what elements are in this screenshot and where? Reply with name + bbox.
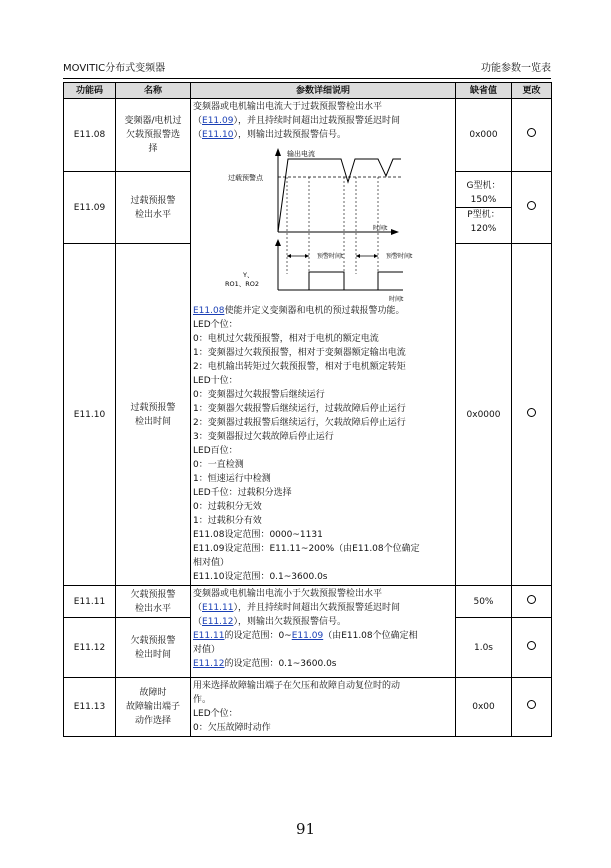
desc-line: （E11.11），并且持续时间超出欠载预报警延迟时间: [193, 603, 400, 613]
col-header-desc: 参数详细说明: [191, 83, 456, 99]
output-label-2: RO1、RO2: [225, 280, 260, 288]
circle-icon: [527, 641, 536, 650]
param-link[interactable]: E11.12: [202, 617, 234, 627]
col-header-default: 缺省值: [456, 83, 512, 99]
param-name-line: 检出水平: [134, 209, 171, 220]
param-link[interactable]: E11.12: [193, 659, 225, 669]
param-name-line: 变频器/电机过: [124, 116, 182, 126]
desc-line: （E11.10），则输出过载预报警信号。: [193, 130, 346, 140]
param-name-line: 检出时间: [134, 416, 171, 427]
desc-line: LED百位：: [193, 446, 238, 456]
desc-line: E11.08设定范围：0000~1131: [193, 530, 323, 540]
desc-line: （E11.09），并且持续时间超出过载预报警延迟时间: [193, 116, 400, 126]
desc-line: E11.10设定范围：0.1~3600.0s: [193, 572, 328, 582]
param-link[interactable]: E11.10: [202, 130, 234, 140]
param-name-line: 故障输出端子: [125, 702, 180, 712]
param-name-line: 欠载预报警选: [125, 130, 180, 140]
param-default: 0x000: [456, 99, 512, 172]
header-left: MOVITIC分布式变频器: [63, 63, 166, 74]
desc-line: （E11.12），则输出欠载预报警信号。: [193, 617, 346, 627]
table-header-row: [64, 83, 552, 99]
desc-list: [193, 304, 453, 584]
param-name-line: 过载预报警: [130, 195, 176, 206]
desc-line: 1：变频器欠载报警后继续运行，过载故障后停止运行: [193, 404, 406, 414]
param-desc: [191, 99, 456, 586]
circle-icon: [527, 595, 536, 604]
param-default: 1.0s: [456, 618, 512, 678]
param-name: [116, 99, 191, 172]
table-row: [64, 678, 552, 737]
param-code: E11.13: [64, 678, 116, 737]
desc-line: E11.09设定范围：E11.11~200%（由E11.08个位确定: [193, 544, 420, 554]
change-indicator: [512, 172, 552, 244]
desc-line: E11.12的设定范围：0.1~3600.0s: [193, 659, 337, 669]
param-link[interactable]: E11.11: [193, 631, 225, 641]
delay-label-1: 预警时间t: [317, 253, 344, 260]
table-row: [64, 586, 552, 618]
desc-line: 0：一直检测: [193, 460, 244, 470]
param-default: 0x00: [456, 678, 512, 737]
param-name: [116, 586, 191, 618]
param-name-line: 欠载预报警: [130, 635, 176, 646]
desc-line: 变频器或电机输出电流大于过载预报警检出水平: [193, 102, 383, 112]
desc-line: 用来选择故障输出端子在欠压和故障自动复位时的动: [193, 681, 401, 691]
desc-line: 变频器或电机输出电流小于欠载预报警检出水平: [193, 589, 383, 599]
header-right: 功能参数一览表: [481, 63, 551, 74]
circle-icon: [527, 700, 536, 709]
desc-line: LED个位：: [193, 709, 238, 719]
param-name-line: 择: [148, 144, 158, 154]
param-link[interactable]: E11.08: [193, 306, 225, 316]
col-header-name: 名称: [116, 83, 191, 99]
param-name-line: 故障时: [139, 688, 167, 698]
desc-line: 0：变频器过欠载报警后继续运行: [193, 390, 325, 400]
desc-line: E11.11的设定范围：0~E11.09（由E11.08个位确定相: [193, 631, 418, 641]
param-desc: [191, 586, 456, 678]
delay-label-2: 预警时间t: [386, 253, 413, 260]
desc-line: 2：变频器过载报警后继续运行，欠载故障后停止运行: [193, 418, 406, 428]
param-link[interactable]: E11.11: [202, 603, 234, 613]
overload-timing-diagram: [223, 144, 443, 304]
time-label-2: 时间t: [389, 296, 404, 303]
desc-line: 作。: [193, 695, 212, 705]
desc-line: 3：变频器报过欠载故障后停止运行: [193, 432, 334, 442]
param-default: 50%: [456, 586, 512, 618]
change-indicator: [512, 678, 552, 737]
parameter-table: [63, 82, 552, 737]
param-default: 0x0000: [456, 244, 512, 586]
change-indicator: [512, 618, 552, 678]
change-indicator: [512, 99, 552, 172]
desc-line: LED个位：: [193, 320, 238, 330]
col-header-code: 功能码: [64, 83, 116, 99]
param-name-line: 检出水平: [134, 603, 171, 614]
desc-line: 1：过载积分有效: [193, 516, 262, 526]
col-header-change: 更改: [512, 83, 552, 99]
circle-icon: [527, 201, 536, 210]
header-divider: [63, 78, 551, 79]
param-default: G型机： 150% P型机： 120%: [456, 172, 512, 244]
desc-line: 0：电机过欠载预报警，相对于电机的额定电流: [193, 334, 379, 344]
param-code: E11.11: [64, 586, 116, 618]
desc-line: 0：欠压故障时动作: [193, 723, 271, 733]
threshold-label: 过载预警点: [228, 174, 263, 182]
param-name-line: 动作选择: [134, 716, 171, 726]
circle-icon: [527, 128, 536, 137]
param-name-line: 检出时间: [134, 649, 171, 660]
output-label-1: Y、: [243, 271, 254, 279]
desc-line: LED千位：过载积分选择: [193, 488, 292, 498]
page-number: 91: [295, 820, 316, 838]
desc-line: 对值）: [193, 645, 221, 655]
param-name: [116, 678, 191, 737]
param-code: E11.10: [64, 244, 116, 586]
desc-line: 1：变频器过欠载预报警，相对于变频器额定输出电流: [193, 348, 406, 358]
desc-line: 1：恒速运行中检测: [193, 474, 271, 484]
param-name: [116, 244, 191, 586]
param-code: E11.12: [64, 618, 116, 678]
param-desc: [191, 678, 456, 737]
table-row: [64, 99, 552, 172]
desc-line: 相对值）: [193, 558, 230, 568]
param-name: [116, 618, 191, 678]
param-link[interactable]: E11.09: [202, 116, 234, 126]
param-code: E11.08: [64, 99, 116, 172]
y-axis-label: 输出电流: [287, 150, 315, 158]
param-link[interactable]: E11.09: [291, 631, 324, 641]
change-indicator: [512, 244, 552, 586]
param-name: [116, 172, 191, 244]
param-name-line: 欠载预报警: [130, 589, 176, 600]
time-label: 时间t: [373, 225, 388, 232]
change-indicator: [512, 586, 552, 618]
desc-line: E11.08使能并定义变频器和电机的预过载报警功能。: [193, 306, 405, 316]
desc-line: 2：电机输出转矩过欠载预报警，相对于电机额定转矩: [193, 362, 406, 372]
desc-line: 0：过载积分无效: [193, 502, 262, 512]
desc-line: LED十位：: [193, 376, 238, 386]
circle-icon: [527, 408, 536, 417]
param-name-line: 过载预报警: [130, 402, 176, 413]
param-code: E11.09: [64, 172, 116, 244]
